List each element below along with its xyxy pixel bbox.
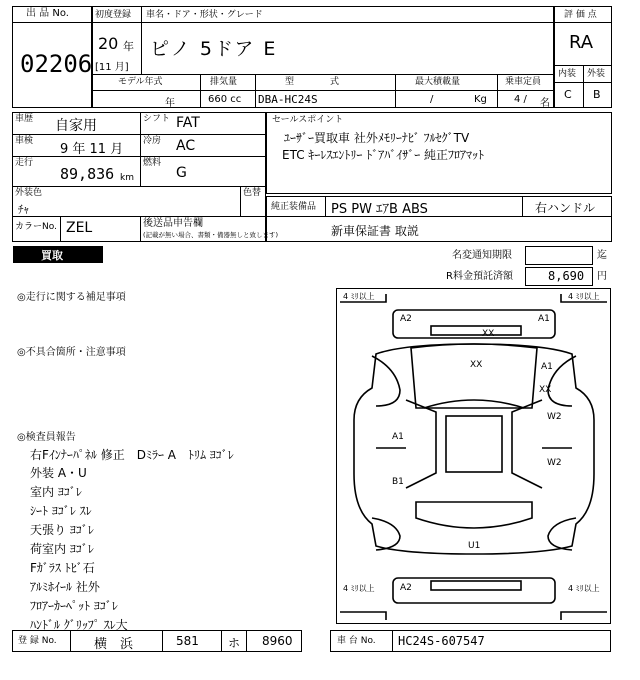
mark-left-rear-door: B1 (392, 477, 404, 487)
inspector-report-label: ◎検査員報告 (17, 432, 76, 443)
lot-number: 02206 (20, 50, 93, 78)
report-line: 荷室内 ﾖｺﾞﾚ (30, 542, 94, 556)
notice-label: 名変通知期限 (452, 250, 512, 261)
mark-rear-gate: U1 (468, 541, 481, 551)
sales-point-line2: ETC ｷｰﾚｽｴﾝﾄﾘｰ ﾄﾞｱﾊﾞｲｻﾞｰ 純正ﾌﾛｱﾏｯﾄ (282, 148, 485, 162)
model-year-unit: 年 (165, 98, 175, 109)
equipment-label: 純正装備品 (271, 202, 317, 212)
mark-right-fender-a1: A1 (541, 362, 553, 372)
inspection-value: 9 年 11 月 (60, 142, 124, 157)
mileage-value: 89,836 (60, 165, 115, 183)
displacement-label: 排気量 (210, 77, 238, 87)
chassis-label: 車 台 No. (337, 636, 376, 646)
tire-label-rear-right: 4 ﾐﾘ以上 (568, 584, 600, 593)
year-unit: 年 (123, 40, 134, 53)
exterior-grade: B (593, 88, 601, 101)
shift-value: FAT (176, 115, 200, 131)
history-value: 自家用 (55, 118, 97, 134)
recycle-value: 8,690 (548, 269, 585, 283)
mark-hood: XX (470, 360, 483, 370)
notice-unit: 迄 (597, 250, 607, 261)
max-load-value: / (430, 94, 434, 105)
mark-left-front-door: A1 (392, 432, 404, 442)
first-reg-year: 20 (98, 34, 119, 53)
recycle-label: R料金預託済額 (446, 271, 513, 282)
report-line: ﾌﾛｱｰｶｰﾍﾟｯﾄ ﾖｺﾞﾚ (30, 599, 118, 613)
score-label: 評 価 点 (564, 10, 597, 20)
chassis-number: HC24S-607547 (398, 634, 485, 648)
registration-number: 8960 (262, 634, 293, 648)
notice-value-box (525, 246, 593, 265)
aftermarket-label: 後送品申告欄 (143, 218, 203, 229)
fuel-label: 燃料 (143, 158, 162, 168)
report-line: ｱﾙﾐﾎｲｰﾙ 社外 (30, 580, 100, 594)
tire-label-front-left: 4 ﾐﾘ以上 (343, 292, 375, 301)
mark-right-rear-door: W2 (547, 458, 562, 468)
purchase-badge-label: 買取 (41, 249, 63, 262)
exterior-color-label: 外装色 (15, 188, 43, 198)
report-line: 天張り ﾖｺﾞﾚ (30, 523, 94, 537)
color-no-label: カラーNo. (15, 222, 57, 232)
report-line: ﾊﾝﾄﾞﾙ ｸﾞﾘｯﾌﾟ ｽﾚ大 (30, 618, 128, 632)
registration-area: 横 浜 (94, 637, 134, 652)
car-name: ピノ 5ドア E (150, 38, 278, 60)
capacity-label: 乗車定員 (505, 77, 542, 87)
first-reg-month: [11 月] (95, 62, 129, 73)
inspection-label: 車検 (15, 136, 34, 146)
report-line: ｼｰﾄ ﾖｺﾞﾚ ｽﾚ (30, 504, 92, 518)
aftermarket-note: (記載が無い場合、書類・備器無しと致します) (143, 231, 279, 239)
color-change-label: 色替 (243, 188, 262, 198)
registration-label: 登 録 No. (18, 636, 57, 646)
interior-label: 内装 (558, 69, 577, 79)
first-reg-label: 初度登録 (95, 10, 132, 20)
equipment-extra: 新車保証書 取説 (331, 224, 419, 238)
driving-notes-label: ◎走行に関する補足事項 (17, 292, 126, 303)
sales-point-line1: ﾕｰｻﾞｰ買取車 社外ﾒﾓﾘｰﾅﾋﾞ ﾌﾙｾｸﾞTV (284, 131, 470, 145)
max-load-unit: Kg (474, 94, 487, 105)
score-value: RA (569, 32, 594, 53)
handle-value: 右ハンドル (535, 201, 596, 215)
mark-right-front-door: W2 (547, 412, 562, 422)
report-line: 右Fｲﾝﾅｰﾊﾟﾈﾙ 修正 Dﾐﾗｰ A ﾄﾘﾑ ﾖｺﾞﾚ (30, 448, 234, 462)
mileage-label: 走行 (15, 158, 34, 168)
registration-kana: ホ (228, 636, 241, 650)
shift-label: シフト (143, 114, 171, 124)
mark-front-bumper-right: A1 (538, 314, 550, 324)
interior-grade: C (564, 88, 572, 101)
displacement-value: 660 cc (208, 94, 242, 105)
model-header-label: 車名・ドア・形状・グレード (146, 10, 263, 20)
fuel-value: G (176, 165, 187, 181)
report-line: Fｶﾞﾗｽ ﾄﾋﾞ石 (30, 561, 95, 575)
report-line: 外装 A・U (30, 466, 87, 480)
exterior-color-value: ﾁｬ (18, 203, 29, 216)
history-label: 車歴 (15, 114, 34, 124)
mark-right-fender-xx: XX (539, 385, 552, 395)
tire-label-rear-left: 4 ﾐﾘ以上 (343, 584, 375, 593)
sales-point-label: セールスポイント (272, 115, 344, 125)
mark-front-bumper-left: A2 (400, 314, 412, 324)
max-load-label: 最大積載量 (415, 77, 461, 87)
capacity-value: 4 / (514, 94, 527, 105)
lot-label: 出 品 No. (26, 8, 69, 19)
ac-value: AC (176, 138, 196, 154)
mileage-unit: km (120, 173, 134, 183)
model-year-label: モデル年式 (118, 77, 163, 87)
mark-front-lip: XX (482, 329, 495, 339)
equipment-value: PS PW ｴｱB ABS (331, 202, 428, 217)
tire-label-front-right: 4 ﾐﾘ以上 (568, 292, 600, 301)
registration-class: 581 (176, 634, 199, 648)
ac-label: 冷房 (143, 136, 162, 146)
color-no-value: ZEL (66, 220, 93, 236)
capacity-unit: 名 (540, 98, 550, 109)
type-label: 型 式 (285, 77, 340, 87)
type-value: DBA-HC24S (258, 93, 318, 106)
recycle-unit: 円 (597, 271, 607, 282)
defect-notes-label: ◎不具合箇所・注意事項 (17, 347, 126, 358)
exterior-label: 外装 (587, 69, 606, 79)
car-diagram (336, 288, 611, 624)
mark-rear-bumper: A2 (400, 583, 412, 593)
report-line: 室内 ﾖｺﾞﾚ (30, 485, 82, 499)
